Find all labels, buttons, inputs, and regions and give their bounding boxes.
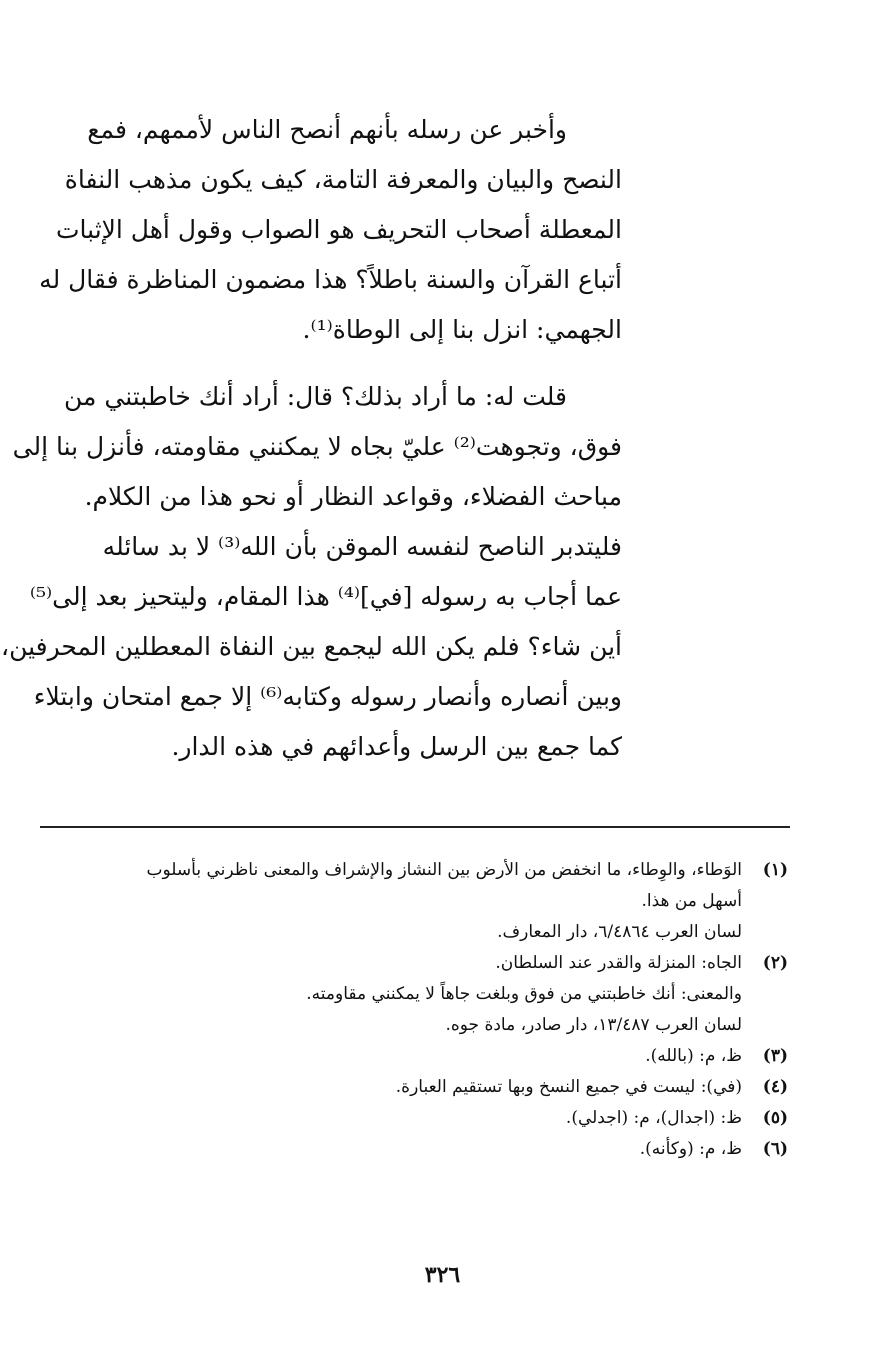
text-line: كما جمع بين الرسل وأعدائهم في هذه الدار. bbox=[171, 732, 622, 761]
text-line: النصح والبيان والمعرفة التامة، كيف يكون مذهب النفاة bbox=[64, 165, 622, 194]
footnote-line bbox=[40, 1134, 788, 1165]
footnote-text: لسان العرب ٦/٤٨٦٤، دار المعارف. bbox=[497, 922, 742, 942]
footnote-text: (في): ليست في جميع النسخ وبها تستقيم العبارة. bbox=[395, 1077, 742, 1097]
main-paragraph-2 bbox=[1, 372, 622, 772]
footnote-line bbox=[40, 917, 788, 948]
text-line: وبين أنصاره وأنصار رسوله وكتابه⁽⁶⁾ إلا جمع امتحان وابتلاء bbox=[33, 682, 622, 711]
footnote-number: (١) bbox=[762, 860, 788, 880]
footnote-line bbox=[40, 855, 788, 886]
footnote-number: (٥) bbox=[762, 1108, 788, 1128]
text-line: فوق، وتجوهت⁽²⁾ عليّ بجاه لا يمكنني مقاومته، فأنزل بنا إلى bbox=[12, 432, 622, 461]
footnote-line bbox=[40, 1072, 788, 1103]
text-line: المعطلة أصحاب التحريف هو الصواب وقول أهل الإثبات bbox=[56, 215, 622, 244]
footnote-number: (٢) bbox=[762, 953, 788, 973]
text-line: فليتدبر الناصح لنفسه الموقن بأن الله⁽³⁾ لا بد سائله bbox=[102, 532, 622, 561]
text-line: عما أجاب به رسوله [في]⁽⁴⁾ هذا المقام، وليتحيز بعد إلى⁽⁵⁾ bbox=[29, 582, 622, 611]
footnote-text: ظ: (اجدال)، م: (اجدلي). bbox=[565, 1108, 742, 1128]
footnote-line bbox=[40, 979, 788, 1010]
text-line: وأخبر عن رسله بأنهم أنصح الناس لأممهم، فمع bbox=[87, 115, 567, 144]
main-paragraph-1 bbox=[40, 105, 622, 355]
footnote-number: (٤) bbox=[762, 1077, 788, 1097]
footnote-line bbox=[40, 948, 788, 979]
text-line: أتباع القرآن والسنة باطلاً؟ هذا مضمون المناظرة فقال له bbox=[39, 265, 622, 294]
footnote-number: (٦) bbox=[762, 1139, 788, 1159]
text-line: قلت له: ما أراد بذلك؟ قال: أراد أنك خاطبتني من bbox=[64, 382, 567, 411]
footnote-text: ظ، م: (بالله). bbox=[645, 1046, 742, 1066]
footnotes bbox=[40, 855, 788, 1165]
text-line: مباحث الفضلاء، وقواعد النظار أو نحو هذا من الكلام. bbox=[84, 482, 622, 511]
footnote-line bbox=[40, 886, 788, 917]
footnote-separator bbox=[40, 826, 790, 828]
text-line: الجهمي: انزل بنا إلى الوطاة⁽¹⁾. bbox=[302, 315, 622, 344]
page-number: ٣٢٦ bbox=[424, 1262, 461, 1288]
footnote-text: أسهل من هذا. bbox=[641, 891, 742, 911]
footnote-line bbox=[40, 1041, 788, 1072]
footnote-number: (٣) bbox=[762, 1046, 788, 1066]
footnote-text: ظ، م: (وكأنه). bbox=[639, 1139, 742, 1159]
footnote-line bbox=[40, 1010, 788, 1041]
footnote-text: الوَطاء، والوِطاء، ما انخفض من الأرض بين النشاز والإشراف والمعنى ناظرني بأسلوب bbox=[146, 860, 742, 880]
footnote-text: لسان العرب ١٣/٤٨٧، دار صادر، مادة جوه. bbox=[445, 1015, 742, 1035]
text-line: أين شاء؟ فلم يكن الله ليجمع بين النفاة المعطلين المحرفين، bbox=[1, 632, 622, 661]
footnote-line bbox=[40, 1103, 788, 1134]
footnote-text: الجاه: المنزلة والقدر عند السلطان. bbox=[495, 953, 742, 973]
footnote-text: والمعنى: أنك خاطبتني من فوق وبلغت جاهاً لا يمكنني مقاومته. bbox=[306, 984, 742, 1004]
